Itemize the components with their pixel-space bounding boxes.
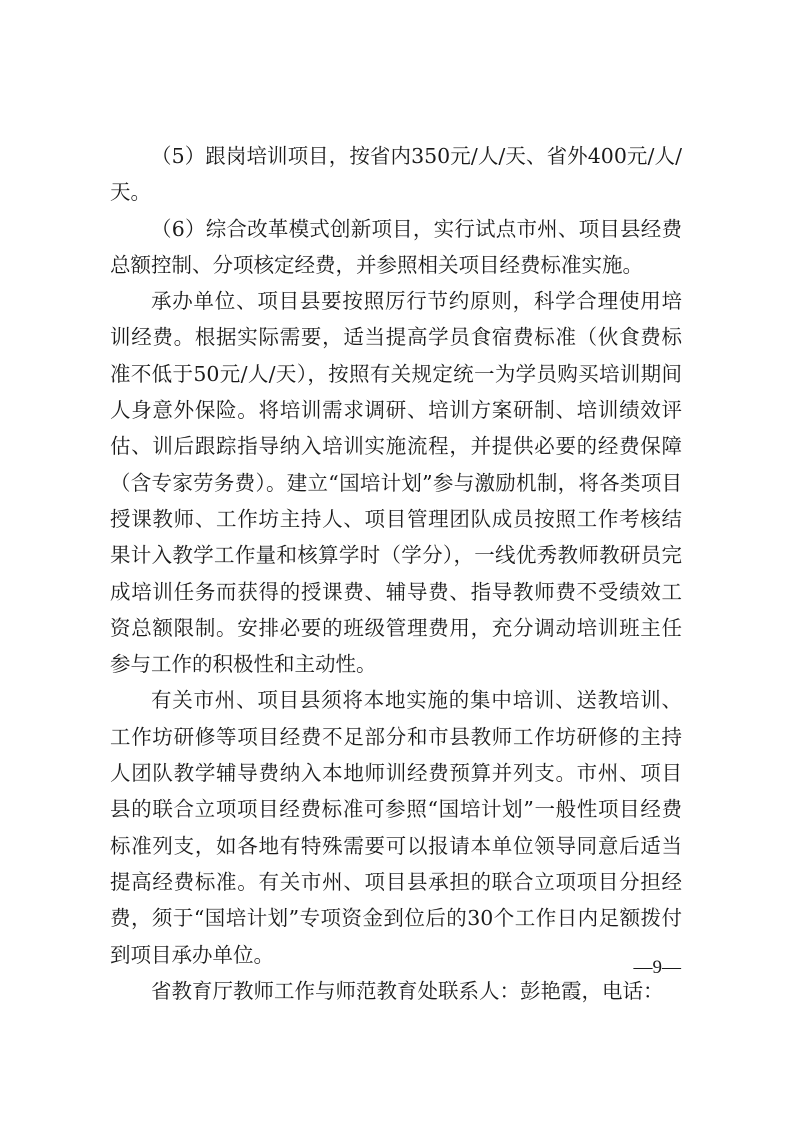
paragraph-item-6: （6）综合改革模式创新项目，实行试点市州、项目县经费总额控制、分项核定经费，并参照相关项目经费标准实施。 xyxy=(110,216,682,277)
paragraph-item-5: （5）跟岗培训项目，按省内350元/人/天、省外400元/人/天。 xyxy=(110,144,682,205)
page-number: —9— xyxy=(633,957,681,978)
paragraph-training-funds: 承办单位、项目县要按照厉行节约原则，科学合理使用培训经费。根据实际需要，适当提高学员食宿费标准（伙食费标准不低于50元/人/天），按照有关规定统一为学员购买培训期间人身意外保险。将培训需求调研、培训方案研制、培训绩效评估、训后跟踪指导纳入培训实施流程，并提供必要的经费保障（含专家劳务费）。建立“国培计划”参与激励机制，将各类项目授课教师、工作坊主持人、项目管理团队成员按照工作考核结果计入教学工作量和核算学时（学分），一线优秀教师教研员完成培训任务而获得的授课费、辅导费、指导教师费不受绩效工资总额限制。安排必要的班级管理费用，充分调动培训班主任参与工作的积极性和主动性。 xyxy=(110,289,682,677)
paragraph-local-funding: 有关市州、项目县须将本地实施的集中培训、送教培训、工作坊研修等项目经费不足部分和市县教师工作坊研修的主持人团队教学辅导费纳入本地师训经费预算并列支。市州、项目县的联合立项项目经费标准可参照“国培计划”一般性项目经费标准列支，如各地有特殊需要可以报请本单位领导同意后适当提高经费标准。有关市州、项目县承担的联合立项项目分担经费，须于“国培计划”专项资金到位后的30个工作日内足额拨付到项目承办单位。 xyxy=(110,688,682,967)
body-text xyxy=(110,138,682,1009)
paragraph-contact: 省教育厅教师工作与师范教育处联系人：彭艳霞，电话： xyxy=(151,978,664,1003)
